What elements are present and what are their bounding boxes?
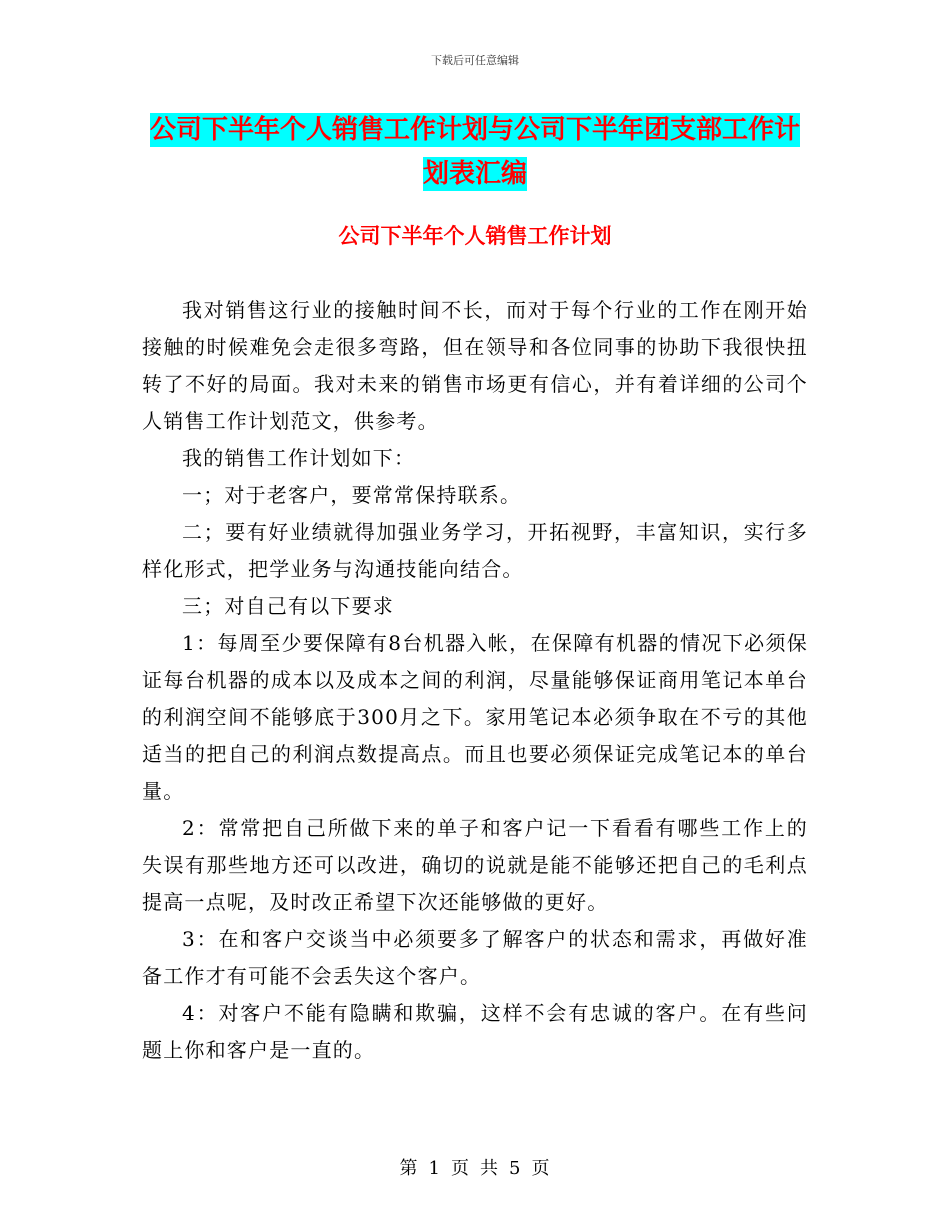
footer-prefix: 第 (399, 1158, 419, 1179)
paragraph: 一；对于老客户，要常常保持联系。 (182, 483, 522, 507)
footer-page-unit: 页 (451, 1158, 470, 1179)
document-title (140, 108, 810, 196)
paragraph: 3：在和客户交谈当中必须要多了解客户的状态和需求，再做好准备工作才有可能不会丢失这个客户。 (142, 927, 808, 988)
paragraph: 我对销售这行业的接触时间不长，而对于每个行业的工作在刚开始接触的时候难免会走很多弯路，但在领导和各位同事的协助下我很快扭转了不好的局面。我对未来的销售市场更有信心，并有着详细的公司个人销售工作计划范文，供参考。 (142, 298, 808, 433)
paragraph: 2：常常把自己所做下来的单子和客户记一下看看有哪些工作上的失误有那些地方还可以改进，确切的说就是能不能够还把自己的毛利点提高一点呢，及时改正希望下次还能够做的更好。 (142, 816, 808, 914)
footer-total-prefix: 共 (480, 1158, 499, 1179)
paragraph: 我的销售工作计划如下： (182, 446, 416, 470)
footer-total-unit: 页 (531, 1158, 551, 1179)
document-title-text: 公司下半年个人销售工作计划与公司下半年团支部工作计划表汇编 (149, 115, 800, 189)
total-pages: 5 (509, 1158, 522, 1179)
document-body (142, 292, 808, 1069)
page-footer (0, 1154, 950, 1180)
paragraph: 4：对客户不能有隐瞒和欺骗，这样不会有忠诚的客户。在有些问题上你和客户是一直的。 (142, 1001, 808, 1062)
header-note: 下载后可任意编辑 (431, 54, 519, 67)
section-title: 公司下半年个人销售工作计划 (338, 224, 612, 248)
page-number: 1 (428, 1158, 441, 1179)
paragraph: 三；对自己有以下要求 (182, 594, 394, 618)
paragraph: 二；要有好业绩就得加强业务学习，开拓视野，丰富知识，实行多样化形式，把学业务与沟通技能向结合。 (142, 520, 808, 581)
paragraph: 1：每周至少要保障有8台机器入帐，在保障有机器的情况下必须保证每台机器的成本以及成本之间的利润，尽量能够保证商用笔记本单台的利润空间不能够底于300月之下。家用笔记本必须争取在不亏的其他适当的把自己的利润点数提高点。而且也要必须保证完成笔记本的单台量。 (142, 631, 808, 803)
